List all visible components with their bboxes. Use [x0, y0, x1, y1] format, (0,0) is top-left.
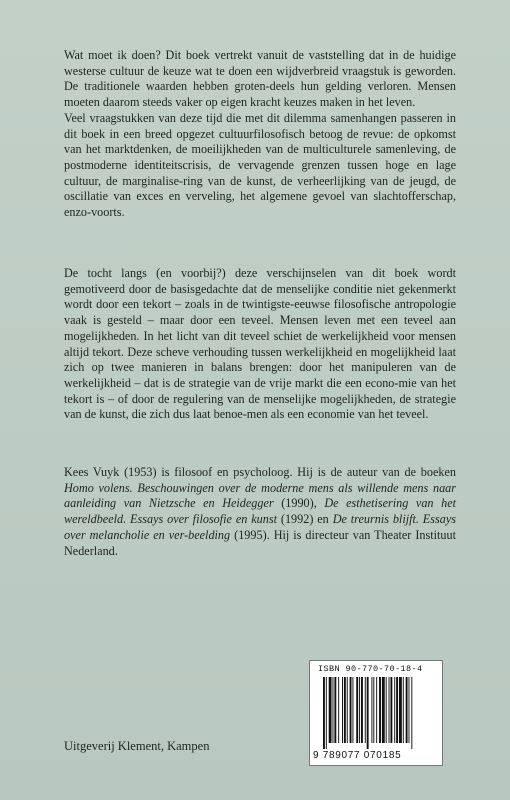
barcode-bar [382, 677, 385, 743]
barcode-bar [367, 677, 369, 749]
barcode-bar [394, 677, 395, 743]
barcode-bar [334, 677, 336, 743]
bio-text: Kees Vuyk (1953) is filosoof en psycholoog. Hij is de auteur van de boeken [64, 465, 456, 479]
book-title: Homo volens. Beschouwingen over de moderne mens als willende mens naar aanleiding van Nietzsche en Heidegger [64, 480, 456, 511]
barcode-bar [329, 677, 332, 743]
barcode-bar [389, 677, 390, 743]
barcode-bar [379, 677, 381, 743]
barcode-bar [350, 677, 352, 743]
barcode-bar [326, 677, 327, 749]
barcode-bar [386, 677, 387, 743]
author-bio [64, 465, 456, 559]
book-title: De esthetisering van het wereldbeeld. Essays over filosofie en kunst [64, 496, 456, 527]
barcode-bar [411, 677, 412, 749]
blurb-paragraph: Wat moet ik doen? Dit boek vertrekt vanuit de vaststelling dat in de huidige westerse cultuur de keuze wat te doen een wijdverbreid vraagstuk is geworden. De traditionele waarden hebben groten-deels hun gelding verloren. Mensen moeten daarom steeds vaker op eigen kracht keuzes maken in het leven. [64, 48, 456, 110]
barcode-bar [356, 677, 358, 743]
barcode-bar [365, 677, 366, 743]
barcode-bar [347, 677, 348, 743]
barcode-bar [403, 677, 404, 743]
barcode-bar [390, 677, 392, 743]
barcode-bar [399, 677, 402, 743]
publisher-name: Uitgeverij Klement, Kampen [64, 739, 210, 753]
barcode-bar [359, 677, 360, 743]
barcode-graphic [323, 677, 439, 749]
blurb-section-2 [64, 266, 456, 423]
barcode-bar [376, 677, 377, 743]
barcode-bar [396, 677, 398, 743]
barcode-bar [406, 677, 408, 743]
blurb-paragraph: De tocht langs (en voorbij?) deze verschijnselen van dit boek wordt gemotiveerd door de basisgedachte dat de menselijke conditie niet gekenmerkt wordt door een tekort – zoals in de twintigste-eeuwse filosofische antropologie vaak is gesteld – maar door een teveel. Mensen leven met een teveel aan mogelijkheden. In het licht van dit teveel schiet de werkelijkheid voor mensen altijd tekort. Deze scheve verhouding tussen werkelijkheid en mogelijkheid laat zich op twee manieren in balans brengen: door het manipuleren van de werkelijkheid – dat is de strategie van de vrije markt die een econo-mie van het tekort is – of door de regulering van de menselijke mogelijkheden, de strategie van de kunst, die zich dus laat benoe-men als een economie van het teveel. [64, 266, 456, 422]
blurb-section-1 [64, 48, 456, 221]
barcode-bar [352, 677, 353, 743]
barcode-bar [344, 677, 346, 743]
barcode-bar [333, 677, 334, 743]
barcode-bar [338, 677, 339, 743]
barcode-bar [409, 677, 410, 743]
bio-text: (1990), [273, 496, 325, 511]
book-title: De treurnis blijft. Essays over melancholie en ver-beelding [64, 512, 456, 542]
isbn-barcode-box [309, 660, 443, 766]
barcode-digits: 9 789077 070185 [313, 750, 402, 761]
bio-text: (1992) en [276, 512, 333, 527]
blurb-paragraph: Veel vraagstukken van deze tijd die met dit dilemma samenhangen passeren in dit boek in een breed opgezet cultuurfilosofisch betoog de revue: de opkomst van het marktdenken, de moeilijkheden van de multiculturele samenleving, de postmoderne identiteitscrisis, de vervagende grenzen tussen hoge en lage cultuur, de marginalise-ring van de kunst, de verheerlijking van de jeugd, de oscillatie van exces en verveling, het algemene gevoel van slachtofferschap, enzo-voorts. [64, 110, 456, 220]
author-bio-paragraph [64, 465, 456, 559]
bio-text: (1995). Hij is directeur van Theater Instituut Nederland. [64, 527, 456, 558]
barcode-bar [371, 677, 372, 743]
barcode-bar [361, 677, 363, 743]
isbn-label: ISBN 90-770-70-18-4 [318, 664, 423, 674]
barcode-bar [323, 677, 325, 749]
barcode-bar [342, 677, 343, 743]
barcode-bar [373, 677, 374, 743]
